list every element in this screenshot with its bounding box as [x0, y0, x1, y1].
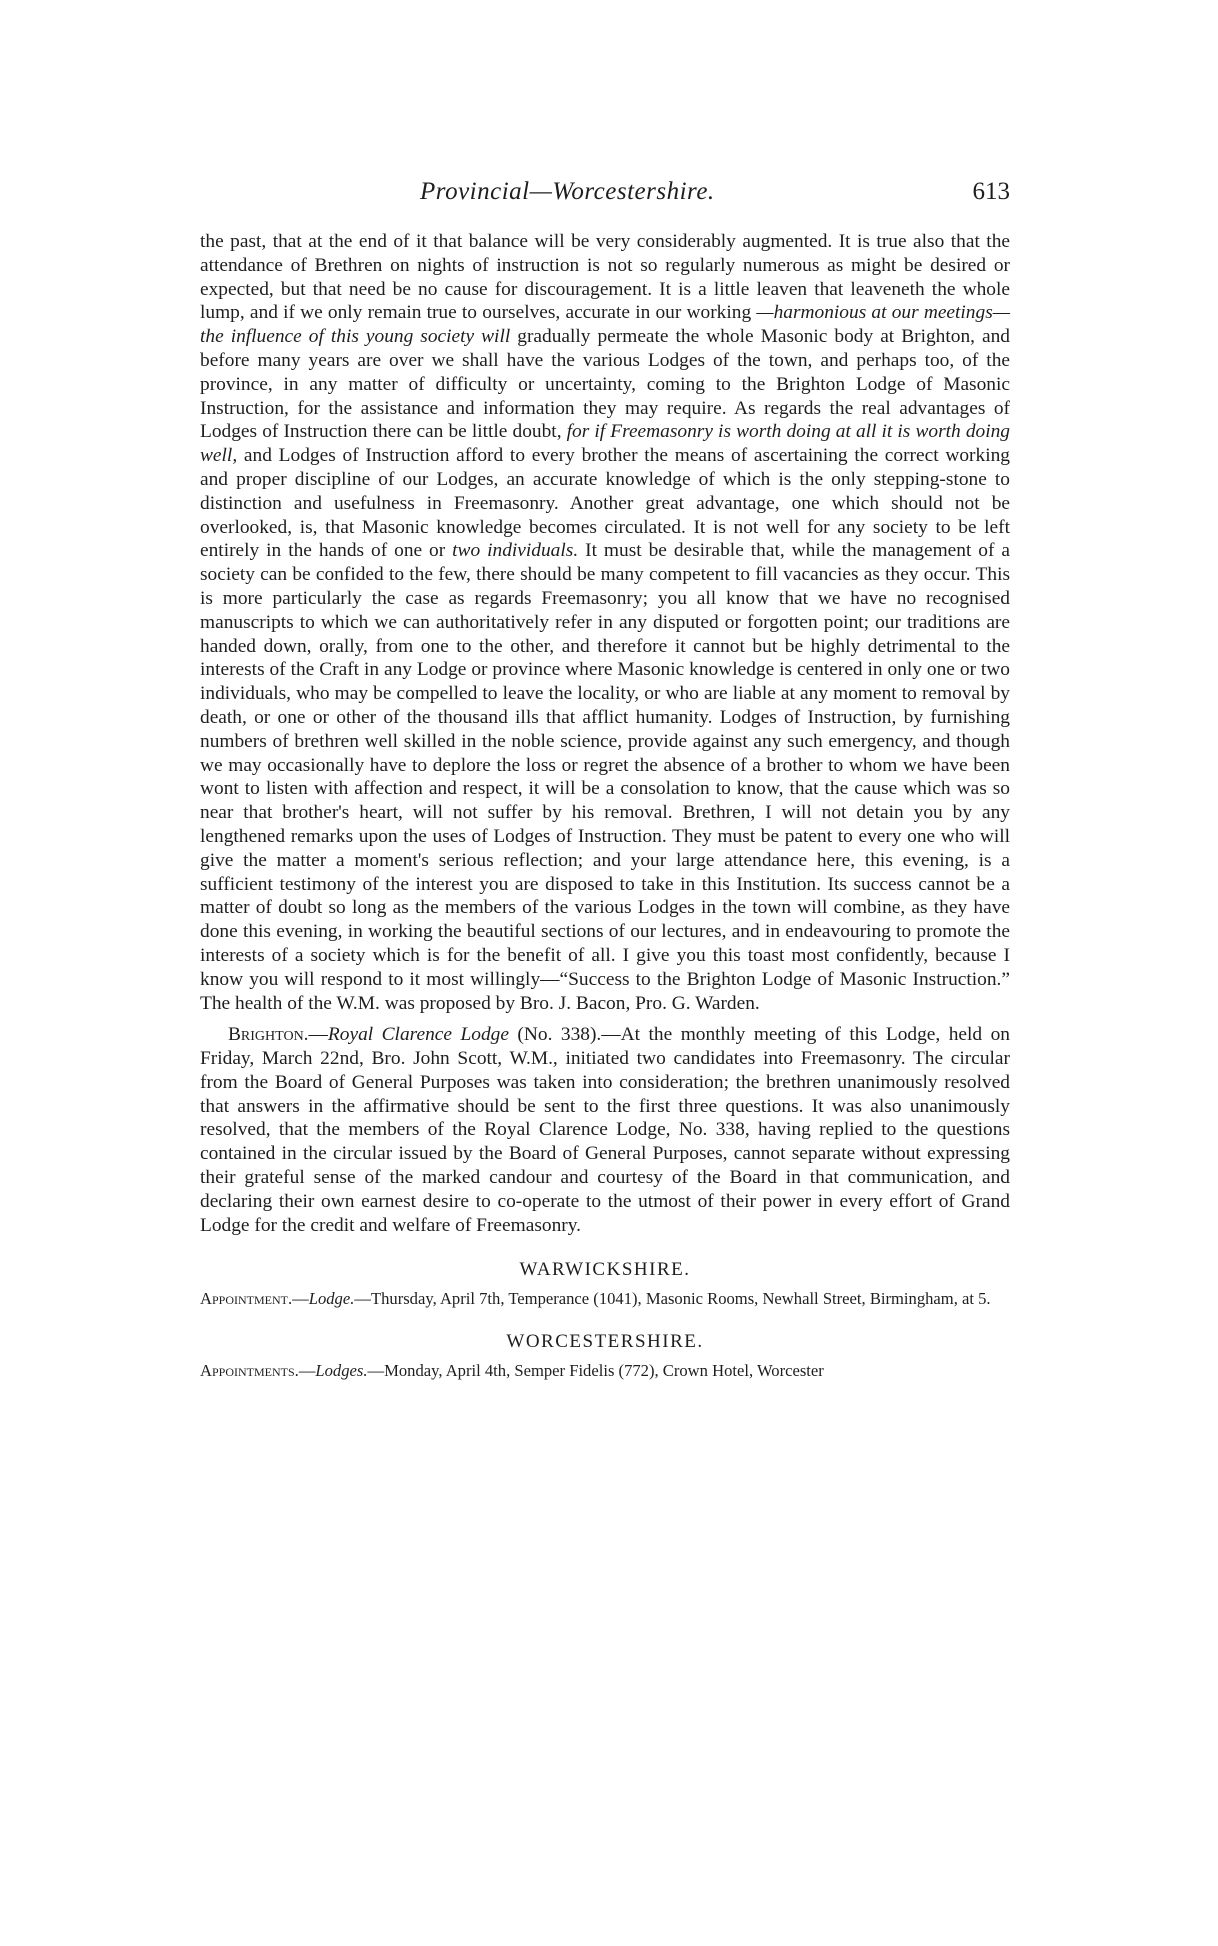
- place-name: Brighton.: [228, 1024, 309, 1046]
- page-number: 613: [972, 178, 1010, 205]
- appointment-notice-warwickshire: [200, 1289, 1010, 1309]
- section-heading-worcestershire: WORCESTERSHIRE.: [506, 1331, 704, 1353]
- text-run: (No. 338).—At the monthly meeting of this Lodge, held on Friday, March 22nd, Bro. John Scott, W.M., initiated two candidates into Freemasonry. The circular from the Board of General Purposes was taken into consideration; the brethren unanimously resolved that answers in the affirmative should be sent to the first three questions. It was also unanimously resolved, that the members of the Royal Clarence Lodge, No. 338, having replied to the questions contained in the circular issued by the Board of General Purposes, cannot separate without expressing their grateful sense of the marked candour and courtesy of the Board in that communication, and declaring their own earnest desire to co-operate to the utmost of their power in every effort of Grand Lodge for the credit and welfare of Freemasonry.: [200, 1024, 1010, 1236]
- notice-label: Appointment.: [200, 1289, 293, 1309]
- text-run: gradually permeate the whole Masonic body at Brighton, and before many years are over we shall have the various Lodges of the town, and perhaps too, of the province, in any matter of difficulty or uncertainty, coming to the Brighton Lodge of Masonic Instruction, for the assistance and information they may require. As regards the real advantages of Lodges of Instruction there can be little doubt,: [200, 326, 1011, 443]
- paragraph-toast: [200, 230, 1010, 1015]
- italic-run: for if Freemasonry is worth doing at all it is worth doing well,: [200, 421, 1010, 467]
- lodge-name: Royal Clarence Lodge: [327, 1024, 509, 1046]
- text-run: and Lodges of Instruction afford to every brother the means of ascertaining the correct working and proper discipline of our Lodges, an accurate knowledge of which is the only stepping-stone to distinction and usefulness in Freemasonry. Another great advantage, one which should not be overlooked, is, that Masonic knowledge becomes circulated. It is not well for any society to be left entirely in the hands of one or: [200, 445, 1010, 562]
- appointment-notice-worcestershire: [200, 1361, 1010, 1381]
- article-body: [200, 230, 1010, 1381]
- text-run: —Thursday, April 7th, Temperance (1041), Masonic Rooms, Newhall Street, Birmingham, at 5.: [354, 1289, 991, 1309]
- text-run: —Monday, April 4th, Semper Fidelis (772), Crown Hotel, Worcester: [367, 1361, 824, 1381]
- notice-label: Appointments.: [200, 1361, 299, 1381]
- running-head: Provincial—Worcestershire.: [420, 178, 715, 205]
- page-header: [200, 178, 1010, 218]
- text-run: It must be desirable that, while the management of a society can be confided to the few, there should be many competent to fill vacancies as they occur. This is more particularly the case as regards Freemasonry; you all know that we have no recognised manuscripts to which we can authoritatively refer in any disputed or forgotten point; our traditions are handed down, orally, from one to the other, and therefore it cannot but be highly detrimental to the interests of the Craft in any Lodge or province where Masonic knowledge is centered in only one or two individuals, who may be compelled to leave the locality, or who are liable at any moment to removal by death, or one or other of the thousand ills that afflict humanity. Lodges of Instruction, by furnishing numbers of brethren well skilled in the noble science, provide against any such emergency, and though we may occasionally have to deplore the loss or regret the absence of a brother to whom we have been wont to listen with affection and respect, it will be a consolation to know, that the cause which was so near that brother's heart, will not suffer by his removal. Brethren, I will not detain you by any lengthened remarks upon the uses of Lodges of Instruction. They must be patent to every one who will give the matter a moment's serious reflection; and your large attendance here, this evening, is a sufficient testimony of the interest you are disposed to take in this Institution. Its success cannot be a matter of doubt so long as the members of the various Lodges in the town will combine, as they have done this evening, in working the beautiful sections of our lectures, and in endeavouring to promote the interests of a society which is for the benefit of all. I give you this toast most confidently, because I know you will respond to it most willingly—“Success to the Brighton Lodge of Masonic Instruction.” The health of the W.M. was proposed by Bro. J. Bacon, Pro. G. Warden.: [200, 540, 1011, 1014]
- italic-run: —harmonious at our meetings—the influence of this young society will: [200, 302, 1010, 348]
- notice-sublabel: Lodge.: [308, 1289, 355, 1309]
- notice-sublabel: Lodges.: [315, 1361, 368, 1381]
- section-heading-warwickshire: WARWICKSHIRE.: [519, 1259, 691, 1281]
- italic-run: two individuals.: [452, 540, 579, 562]
- text-run: —: [292, 1289, 309, 1309]
- paragraph-royal-clarence-lodge: [200, 1023, 1010, 1237]
- text-run: —: [308, 1024, 328, 1046]
- text-run: —: [298, 1361, 316, 1381]
- text-run: the past, that at the end of it that balance will be very considerably augmented. It is true also that the attendance of Brethren on nights of instruction is not so regularly numerous as might be desired or expected, but that need be no cause for discouragement. It is a little leaven that leaveneth the whole lump, and if we only remain true to ourselves, accurate in our working: [200, 231, 1010, 324]
